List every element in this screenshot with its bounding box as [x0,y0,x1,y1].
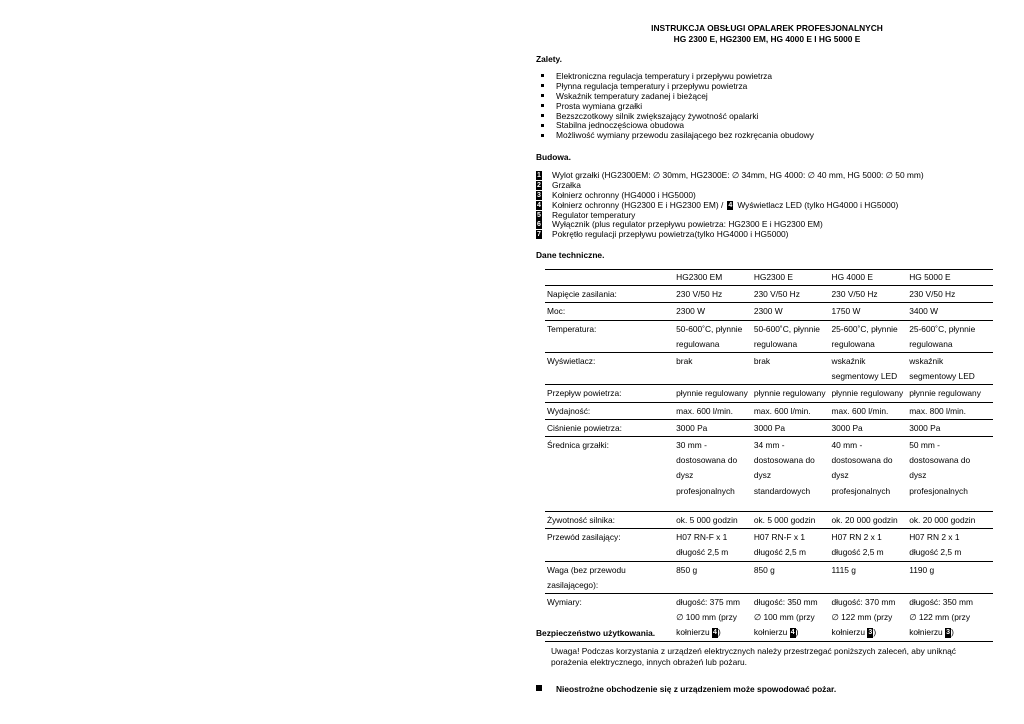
advantages-heading: Zalety. [536,54,562,64]
title-line-1: INSTRUKCJA OBSŁUGI OPALAREK PROFESJONALNYCH [651,23,883,33]
part-number-badge: 6 [537,221,541,229]
list-item: Elektroniczna regulacja temperatury i przepływu powietrza [541,72,814,82]
part-number-badge: 2 [537,181,541,189]
bullet-icon [541,124,544,127]
construction-heading: Budowa. [536,152,571,162]
list-item: Stabilna jednoczęściowa obudowa [541,121,814,131]
bullet-icon [541,114,544,117]
title-line-2: HG 2300 E, HG2300 EM, HG 4000 E I HG 5000 E [673,33,861,44]
table-row: Napięcie zasilania: 230 V/50 Hz 230 V/50 Hz 230 V/50 Hz 230 V/50 Hz [545,286,993,303]
list-item: Wskaźnik temperatury zadanej i bieżącej [541,92,814,102]
warning-line [536,684,836,694]
part-number-badge: 4 [537,201,541,209]
table-row: Wyświetlacz: brak brak wskaźnik segmentowy LED wskaźnik segmentowy LED [545,353,993,385]
table-row: Żywotność silnika: ok. 5 000 godzin ok. 5 000 godzin ok. 20 000 godzin ok. 20 000 godzin [545,512,993,529]
part-item: 4 Kołnierz ochronny (HG2300 E i HG2300 EM) / 4 Wyświetlacz LED (tylko HG4000 i HG5000) [537,199,899,210]
bullet-icon [541,104,544,107]
table-header-cell: HG 5000 E [907,270,993,286]
part-number-badge: 4 [790,629,795,637]
table-header-row [545,270,993,286]
bullet-icon [541,74,544,77]
advantages-list [541,72,814,141]
list-item: Możliwość wymiany przewodu zasilającego bez rozkręcania obudowy [541,131,814,141]
table-header-cell: HG2300 EM [674,270,752,286]
spec-table [545,269,993,642]
part-number-badge: 7 [537,231,541,239]
part-item: 5 Regulator temperatury [537,209,636,220]
bullet-icon [541,94,544,97]
part-number-badge: 3 [537,191,541,199]
table-row: Temperatura: 50-600˚C, płynnie regulowana 50-600˚C, płynnie regulowana 25-600˚C, płynnie regulowana 25-600˚C, płynnie regulowana [545,320,993,352]
parts-list [536,171,924,240]
table-row: Moc: 2300 W 2300 W 1750 W 3400 W [545,303,993,320]
table-row: Przepływ powietrza: płynnie regulowany płynnie regulowany płynnie regulowany płynnie regulowany [545,385,993,402]
bullet-icon [536,685,542,691]
table-row: Średnica grzałki: 30 mm - dostosowana do dysz profesjonalnych 34 mm - dostosowana do dysz standardowych 40 mm - dostosowana do dysz profesjonalnych 50 mm - dostosowana do dysz profesjonalnych [545,437,993,512]
part-number-badge: 4 [728,201,733,209]
part-number-badge: 1 [537,172,541,179]
part-item: 1 Wylot grzałki (HG2300EM: ∅ 30mm, HG2300E: ∅ 34mm, HG 4000: ∅ 40 mm, HG 5000: ∅ 50 mm) [537,170,924,180]
tech-data-heading: Dane techniczne. [536,250,605,260]
part-number-badge: 5 [537,211,541,219]
part-item: 6 Wyłącznik (plus regulator przepływu powietrza: HG2300 E i HG2300 EM) [537,219,823,230]
table-header-cell: HG 4000 E [830,270,908,286]
part-item: 2 Grzałka [537,179,581,190]
list-item: Prosta wymiana grzałki [541,102,814,112]
table-row: Waga (bez przewodu zasilającego): 850 g 850 g 1115 g 1190 g [545,561,993,593]
part-number-badge: 3 [946,629,951,637]
table-row: Wymiary: długość: 375 mm ∅ 100 mm (przy kołnierzu 4) długość: 350 mm ∅ 100 mm (przy kołnierzu 4) długość: 370 mm ∅ 122 mm (przy kołnierzu 3) długość: 350 mm ∅ 122 mm (przy kołnierzu 3) [545,594,993,642]
part-item: 3 Kołnierz ochronny (HG4000 i HG5000) [537,189,696,200]
table-cell [545,270,674,286]
document-title [536,23,998,44]
bullet-icon [541,134,544,137]
list-item: Płynna regulacja temperatury i przepływu powietrza [541,82,814,92]
table-row: Przewód zasilający: H07 RN-F x 1 długość 2,5 m H07 RN-F x 1 długość 2,5 m H07 RN 2 x 1 długość 2,5 m H07 RN 2 x 1 długość 2,5 m [545,529,993,561]
bullet-icon [541,84,544,87]
table-row: Ciśnienie powietrza: 3000 Pa 3000 Pa 3000 Pa 3000 Pa [545,419,993,436]
list-item: Bezszczotkowy silnik zwiększający żywotność opalarki [541,112,814,122]
part-item: 7 Pokrętło regulacji przepływu powietrza(tylko HG4000 i HG5000) [537,229,789,240]
part-number-badge: 3 [868,629,873,637]
warning-text: Nieostrożne obchodzenie się z urządzeniem może spowodować pożar. [556,684,837,694]
safety-heading: Bezpieczeństwo użytkowania. [536,628,656,638]
part-number-badge: 4 [713,629,717,637]
safety-note: Uwaga! Podczas korzystania z urządzeń elektrycznych należy przestrzegać poniższych zaleceń, aby uniknąć porażenia elektrycznego, innych obrażeń lub pożaru. [551,646,956,667]
table-header-cell: HG2300 E [752,270,830,286]
table-row: Wydajność: max. 600 l/min. max. 600 l/min. max. 600 l/min. max. 800 l/min. [545,402,993,419]
